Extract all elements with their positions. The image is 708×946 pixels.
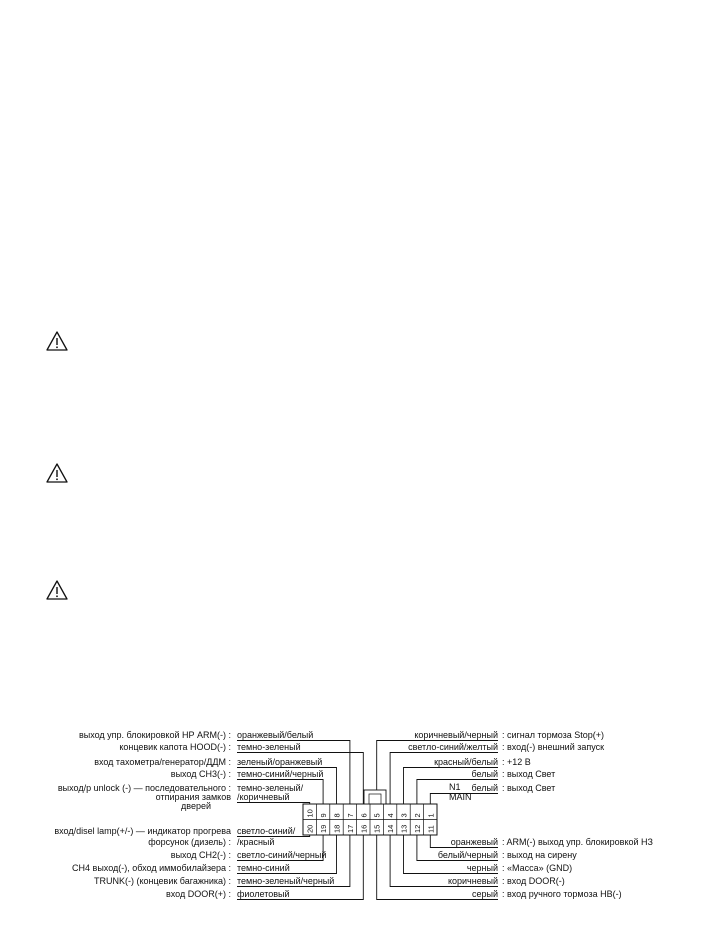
wire-function: выход упр. блокировкой НР ARM(-) : (78, 730, 231, 740)
wire-function: вход/disel lamp(+/-) — индикатор прогрева (54, 826, 231, 836)
wire-color: темно-зеленый/черный (237, 876, 335, 886)
wire-function: : вход DOOR(-) (502, 876, 565, 886)
wire-color: зеленый/оранжевый (237, 757, 323, 767)
left-wire-entry (166, 889, 290, 899)
right-wire-entry (448, 876, 565, 886)
wire-color: белый/черный (437, 850, 498, 860)
wire-color: красный/белый (434, 757, 498, 767)
wire-color: оранжевый (450, 837, 498, 847)
wire-function: : вход(-) внешний запуск (502, 742, 605, 752)
pin-number: 2 (412, 813, 422, 818)
left-wire-entry (79, 730, 313, 740)
connector-name: N1 (449, 782, 461, 792)
pin-number: 16 (359, 824, 369, 833)
wire-function: : ARM(-) выход упр. блокировкой НЗ (502, 837, 653, 847)
connector-n1 (303, 782, 472, 835)
wire-function: концевик капота HOOD(-) : (119, 742, 231, 752)
pin-number: 15 (372, 824, 382, 833)
wire-color: светло-синий/черный (237, 850, 327, 860)
right-wire-entry (434, 757, 531, 767)
pin-number: 6 (359, 813, 369, 818)
right-wire-entry (438, 850, 577, 860)
wire-function: : «Масса» (GND) (502, 863, 573, 873)
wire-color: светло-синий/ (237, 826, 296, 836)
wire-color-line2: /коричневый (237, 792, 290, 802)
left-wire-entry (171, 850, 327, 860)
pin-number: 8 (332, 813, 342, 818)
left-wire-entry (58, 783, 304, 811)
pin-number: 5 (372, 813, 382, 818)
wire-function: : выход Свет (502, 769, 556, 779)
wire-color: темно-зеленый/ (237, 783, 304, 793)
wire-color: светло-синий/желтый (408, 742, 498, 752)
wire-color: темно-синий/черный (237, 769, 324, 779)
left-wire-entry (171, 769, 324, 779)
wire-color: оранжевый/белый (237, 730, 314, 740)
pin-number: 13 (399, 824, 409, 833)
wire-color: темно-синий (237, 863, 290, 873)
pin-number: 17 (345, 824, 355, 833)
right-wire-entry (451, 837, 653, 847)
wire-function: : сигнал тормоза Stop(+) (502, 730, 605, 740)
pin-number: 7 (345, 813, 355, 818)
pin-number: 3 (399, 813, 409, 818)
right-wire-entry (408, 742, 604, 752)
right-wire-entry (467, 863, 572, 873)
wire-color: черный (466, 863, 498, 873)
wire-color: белый (471, 769, 498, 779)
wire-color-line2: /красный (237, 837, 275, 847)
wire-function-line2: форсунок (дизель) : (148, 837, 231, 847)
left-wire-entry (54, 826, 295, 847)
wire-color: белый (471, 783, 498, 793)
wire-function: выход СН2(-) : (170, 850, 231, 860)
pin-number: 11 (426, 825, 436, 833)
wire-color: серый (471, 889, 498, 899)
wire-color: коричневый (447, 876, 498, 886)
wire-function: вход тахометра/генератор/ДДМ : (94, 757, 231, 767)
pin-number: 4 (386, 813, 396, 818)
wire-function: вход DOOR(+) : (166, 889, 231, 899)
pin-number: 10 (305, 809, 315, 818)
wire-line (237, 803, 310, 805)
wire-function-line3: дверей (181, 801, 211, 811)
connector-label: MAIN (449, 792, 472, 802)
wire-function: : +12 В (502, 757, 531, 767)
right-wire-entry (472, 889, 622, 899)
wire-color: темно-зеленый (237, 742, 301, 752)
right-wire-entry (414, 730, 604, 740)
pin-number: 18 (332, 824, 342, 833)
wire-function: CH4 выход(-), обход иммобилайзера : (72, 863, 231, 873)
wire-function: : вход ручного тормоза НВ(-) (502, 889, 622, 899)
pin-number: 12 (412, 824, 422, 833)
pin-number: 20 (305, 824, 315, 833)
wire-function: TRUNK(-) (концевик багажника) : (93, 876, 231, 886)
wire-function: выход/р unlock (-) — последовательного : (57, 783, 231, 793)
wire-color: коричневый/черный (414, 730, 498, 740)
pin-number: 19 (319, 824, 329, 833)
left-wire-entry (119, 742, 300, 752)
pin-number: 9 (319, 813, 329, 818)
wire-function-line2: отпирания замков (155, 792, 231, 802)
left-wire-entry (94, 876, 334, 886)
wire-function: выход СН3(-) : (170, 769, 231, 779)
left-wire-entry (72, 863, 290, 873)
right-wire-entry (471, 783, 555, 793)
right-wire-entry (471, 769, 555, 779)
connector-latch (364, 790, 386, 804)
pin-number: 1 (426, 813, 436, 818)
left-wire-entry (94, 757, 322, 767)
wire-function: : выход на сирену (502, 850, 577, 860)
wire-color: фиолетовый (237, 889, 290, 899)
pin-number: 14 (386, 824, 396, 833)
wire-function: : выход Свет (502, 783, 556, 793)
